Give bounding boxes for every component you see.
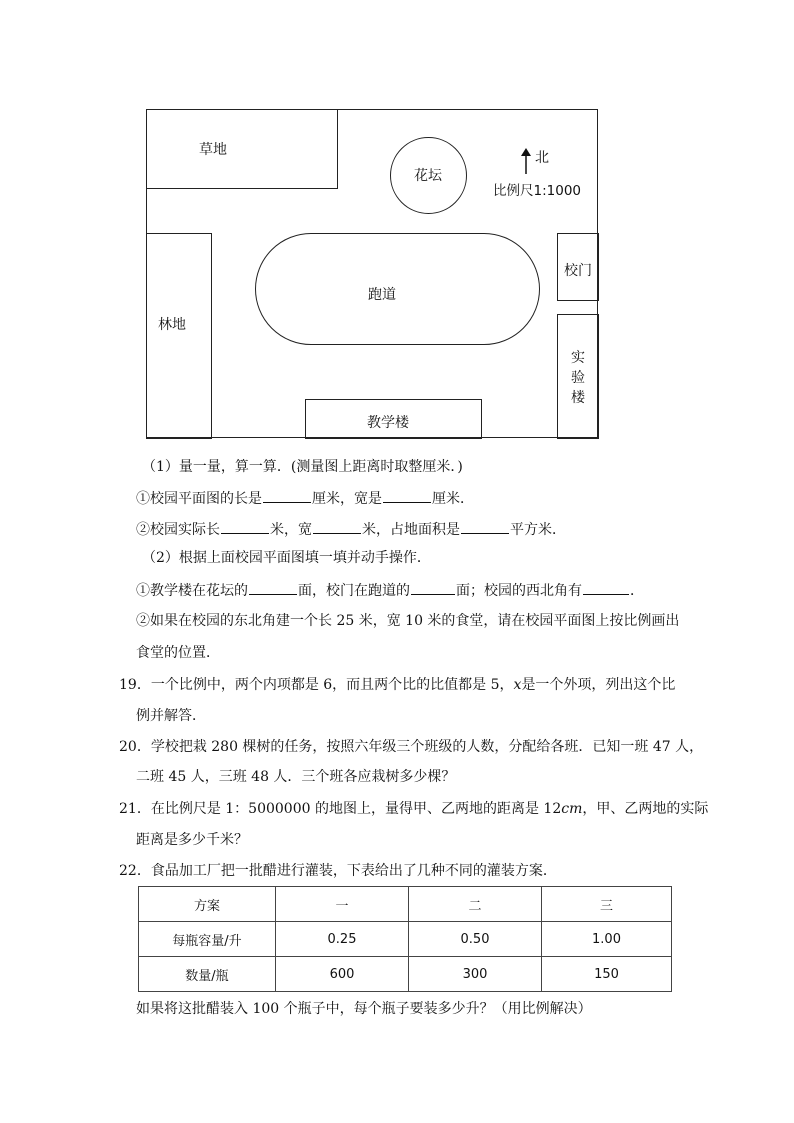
q18-part2-a-text2: 面，校门在跑道的 xyxy=(298,583,410,599)
lab-label-3: 楼 xyxy=(571,390,585,406)
q19-line2: 例并解答． xyxy=(136,708,206,724)
woods-label: 林地 xyxy=(158,317,186,333)
filling-plan-table xyxy=(138,886,672,992)
table-cell: 0.50 xyxy=(409,922,542,957)
woods-area xyxy=(146,233,212,439)
answer-blank[interactable] xyxy=(221,519,269,534)
table-cell: 300 xyxy=(409,957,542,992)
q21-unit: cm xyxy=(561,801,583,817)
q18-part2-a-text4: ． xyxy=(630,583,644,599)
lab-building-area xyxy=(557,314,599,439)
q22-question: 如果将这批醋装入 100 个瓶子中，每个瓶子要装多少升？（用比例解决） xyxy=(136,1001,592,1017)
table-row xyxy=(139,922,672,957)
q18-part2-b-line1: ②如果在校园的东北角建一个长 25 米，宽 10 米的食堂，请在校园平面图上按比例画出 xyxy=(136,613,680,629)
q18-part1-b-text2: 米，宽 xyxy=(270,522,312,538)
q18-part1-b xyxy=(136,519,566,539)
teaching-building-area xyxy=(305,399,482,439)
grass-label: 草地 xyxy=(199,142,227,158)
answer-blank[interactable] xyxy=(249,580,297,595)
gate-area xyxy=(557,233,599,301)
flowerbed-label: 花坛 xyxy=(414,168,442,184)
north-arrow-icon xyxy=(520,148,532,174)
flowerbed-circle xyxy=(390,137,467,214)
table-header-cell: 一 xyxy=(276,887,409,922)
q22-line1: 22．食品加工厂把一批醋进行灌装，下表给出了几种不同的灌装方案． xyxy=(119,863,557,879)
q19-text-a: 19．一个比例中，两个内项都是 6，而且两个比的比值都是 5， xyxy=(119,677,514,693)
q21-line2: 距离是多少千米？ xyxy=(136,832,248,848)
table-cell: 数量/瓶 xyxy=(139,957,276,992)
north-label: 北 xyxy=(535,150,549,166)
q18-part1-intro: （1）量一量，算一算．(测量图上距离时取整厘米．) xyxy=(142,459,463,475)
q18-part1-b-text1: ②校园实际长 xyxy=(136,522,220,538)
table-header-cell: 方案 xyxy=(139,887,276,922)
teaching-label: 教学楼 xyxy=(367,415,409,431)
table-header-cell: 三 xyxy=(542,887,672,922)
table-cell: 0.25 xyxy=(276,922,409,957)
q18-part2-b-line2: 食堂的位置． xyxy=(136,645,220,661)
track-oval xyxy=(255,233,540,345)
q18-part1-a xyxy=(136,488,474,508)
q20-line1: 20．学校把栽 280 棵树的任务，按照六年级三个班级的人数，分配给各班．已知一班 47 人， xyxy=(119,739,704,755)
q18-part1-b-text4: 平方米． xyxy=(510,522,566,538)
q18-part2-intro: （2）根据上面校园平面图填一填并动手操作． xyxy=(142,550,431,566)
q18-part1-a-text2: 厘米，宽是 xyxy=(312,491,382,507)
answer-blank[interactable] xyxy=(263,488,311,503)
q18-part1-a-text1: ①校园平面图的长是 xyxy=(136,491,262,507)
answer-blank[interactable] xyxy=(411,580,455,595)
table-header-cell: 二 xyxy=(409,887,542,922)
grass-area xyxy=(146,109,338,189)
campus-map xyxy=(146,109,598,438)
q19-variable: x xyxy=(513,677,522,693)
answer-blank[interactable] xyxy=(583,580,629,595)
scale-label: 比例尺1:1000 xyxy=(493,183,581,199)
table-cell: 600 xyxy=(276,957,409,992)
table-header-row xyxy=(139,887,672,922)
q19-line1 xyxy=(119,676,675,694)
q20-line2: 二班 45 人，三班 48 人．三个班各应栽树多少棵？ xyxy=(136,769,456,785)
table-cell: 1.00 xyxy=(542,922,672,957)
q19-text-b: 是一个外项，列出这个比 xyxy=(521,677,676,693)
q18-part1-b-text3: 米，占地面积是 xyxy=(362,522,460,538)
q18-part2-a-text1: ①教学楼在花坛的 xyxy=(136,583,248,599)
gate-label: 校门 xyxy=(564,263,592,279)
q18-part2-a xyxy=(136,580,644,600)
track-label: 跑道 xyxy=(368,287,396,303)
q18-part2-a-text3: 面；校园的西北角有 xyxy=(456,583,582,599)
q21-text-b: ，甲、乙两地的实际 xyxy=(582,801,709,817)
answer-blank[interactable] xyxy=(383,488,431,503)
answer-blank[interactable] xyxy=(461,519,509,534)
q21-text-a: 21．在比例尺是 1：5000000 的地图上，量得甲、乙两地的距离是 12 xyxy=(119,801,562,817)
lab-label-2: 验 xyxy=(571,370,585,386)
table-row xyxy=(139,957,672,992)
table-cell: 150 xyxy=(542,957,672,992)
q18-part1-a-text3: 厘米． xyxy=(432,491,474,507)
answer-blank[interactable] xyxy=(313,519,361,534)
lab-label-1: 实 xyxy=(571,350,585,366)
table-cell: 每瓶容量/升 xyxy=(139,922,276,957)
q21-line1 xyxy=(119,800,708,818)
